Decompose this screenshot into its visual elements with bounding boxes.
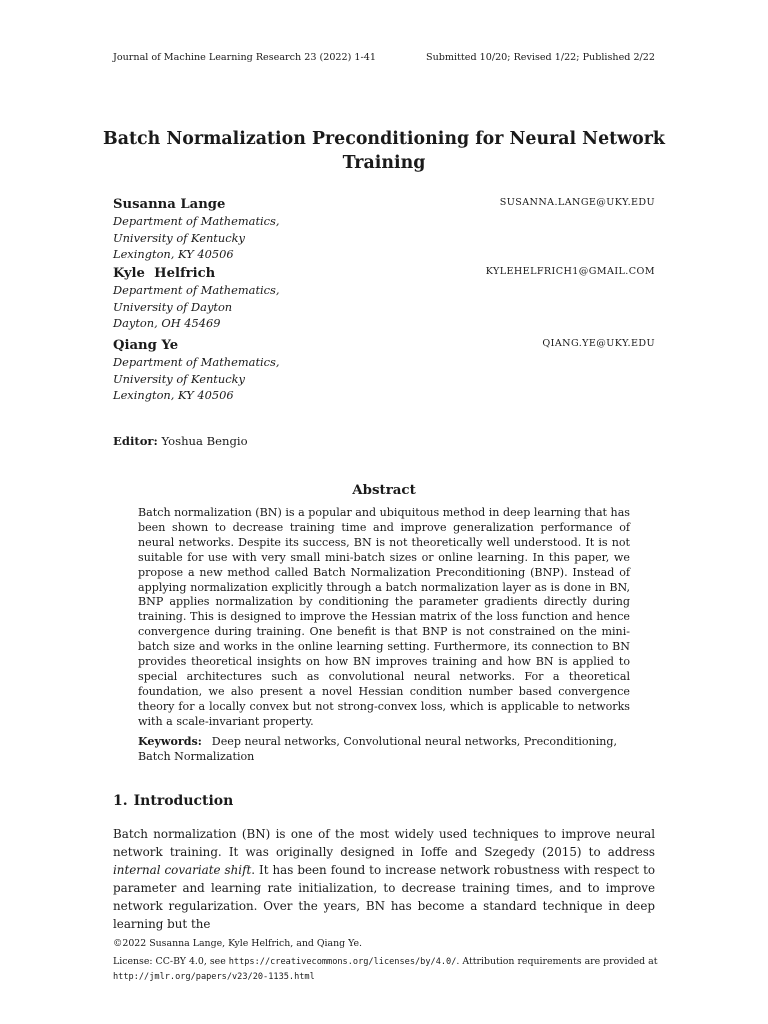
author-block — [113, 337, 655, 404]
license-mid: . Attribution requirements are provided at — [456, 956, 658, 968]
paper-title: Batch Normalization Preconditioning for Neural Network Training — [103, 129, 665, 173]
author-block — [113, 196, 655, 263]
author-affiliation-dept: Department of Mathematics, — [113, 355, 280, 369]
editor-label: Editor: — [113, 434, 158, 448]
keywords-label: Keywords: — [138, 735, 202, 748]
author-affiliation-university: University of Dayton — [113, 299, 233, 314]
license-notice — [113, 955, 658, 984]
author-affiliation-dept: Department of Mathematics, — [113, 283, 280, 297]
author-affiliation-university: University of Kentucky — [113, 230, 245, 245]
intro-emphasis: internal covariate shift — [113, 863, 252, 877]
editor-line — [113, 434, 248, 448]
license-link[interactable]: https://creativecommons.org/licenses/by/4.0/ — [228, 957, 457, 968]
keywords-text: Deep neural networks, Convolutional neural networks, Preconditioning, Batch Normalization — [138, 735, 618, 763]
intro-paragraph — [113, 825, 655, 933]
editor-name: Yoshua Bengio — [161, 434, 248, 448]
author-email[interactable]: SUSANNA.LANGE@UKY.EDU — [499, 197, 655, 208]
author-affiliation-city: Lexington, KY 40506 — [113, 247, 234, 262]
author-affiliation-university: University of Kentucky — [113, 371, 245, 386]
intro-text-start: Batch normalization (BN) is one of the most widely used techniques to improve neural network training. It was originally designed in Ioffe and Szegedy (2015) to address — [113, 827, 655, 859]
intro-text-end: . It has been found to increase network robustness with respect to parameter and learning rate initialization, to decrease training times, and to improve network regularization. Over the years, BN has become a standard technique in deep learning but the — [113, 863, 656, 931]
author-email[interactable]: KYLEHELFRICH1@GMAIL.COM — [485, 266, 655, 277]
footnote — [113, 937, 658, 984]
license-prefix: License: CC-BY 4.0, see — [113, 956, 229, 968]
section-title: Introduction — [133, 793, 234, 809]
author-email[interactable]: QIANG.YE@UKY.EDU — [542, 338, 655, 349]
author-name: Kyle Helfrich — [113, 266, 216, 281]
author-affiliation-city: Dayton, OH 45469 — [113, 316, 221, 331]
author-affiliation-city: Lexington, KY 40506 — [113, 388, 234, 403]
copyright-notice: ©2022 Susanna Lange, Kyle Helfrich, and Qiang Ye. — [113, 938, 363, 949]
journal-header: Journal of Machine Learning Research 23 (2022) 1-41 — [113, 52, 376, 63]
author-name: Susanna Lange — [113, 197, 226, 212]
author-affiliation-dept: Department of Mathematics, — [113, 214, 280, 228]
keywords — [138, 734, 630, 764]
abstract-text: Batch normalization (BN) is a popular and ubiquitous method in deep learning that has been shown to decrease training time and improve generalization performance of neural networks. Despite its success, BN is not theoretically well understood. It is not suitable for use with very small mini-batch sizes or online learning. In this paper, we propose a new method called Batch Normalization Preconditioning (BNP). Instead of applying normalization explicitly through a batch normalization layer as is done in BN, BNP applies normalization by conditioning the parameter gradients directly during training. This is designed to improve the Hessian matrix of the loss function and hence convergence during training. One benefit is that BNP is not constrained on the mini-batch size and works in the online learning setting. Furthermore, its connection to BN provides theoretical insights on how BN improves training and how BN is applied to special architectures such as convolutional neural networks. For a theoretical foundation, we also present a novel Hessian condition number based convergence theory for a locally convex but not strong-convex loss, which is applicable to networks with a scale-invariant property. — [138, 506, 630, 728]
section-heading — [113, 793, 233, 809]
publication-dates: Submitted 10/20; Revised 1/22; Published 2/22 — [426, 52, 655, 63]
section-number: 1. — [113, 793, 128, 809]
author-block — [113, 265, 655, 332]
abstract-heading: Abstract — [352, 482, 416, 498]
author-name: Qiang Ye — [113, 338, 179, 353]
paper-link[interactable]: http://jmlr.org/papers/v23/20-1135.html — [113, 971, 315, 982]
